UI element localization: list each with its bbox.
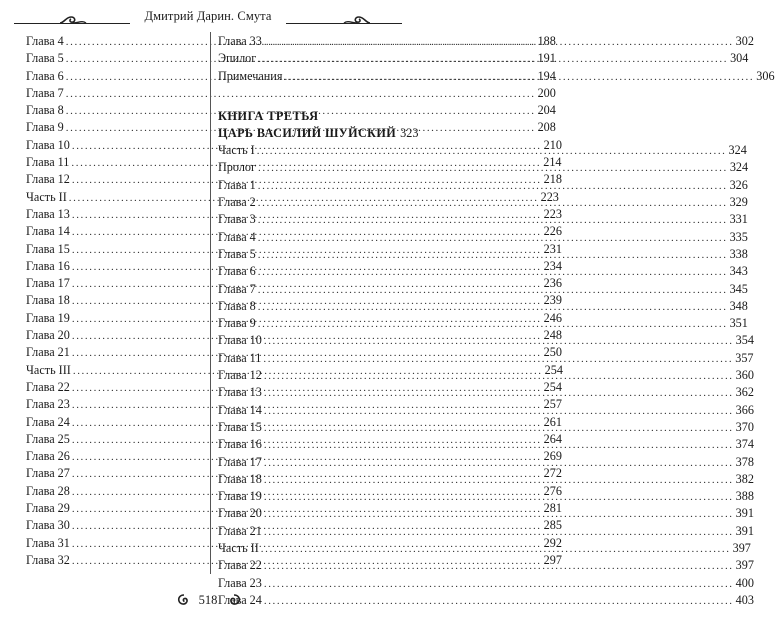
dot-leader <box>264 578 734 590</box>
dot-leader <box>258 162 728 174</box>
toc-entry-page: 329 <box>729 195 748 210</box>
toc-entry-page: 362 <box>735 385 754 400</box>
toc-entry-label: Глава 18 <box>26 293 70 308</box>
toc-entry-label: Глава 33 <box>218 34 262 48</box>
toc-entry <box>26 85 556 103</box>
toc-entry-page: 281 <box>543 501 562 516</box>
toc-entry-label: Глава 13 <box>218 385 262 400</box>
toc-entry-page: 269 <box>543 449 562 464</box>
toc-entry-label: Глава 1 <box>218 177 256 192</box>
toc-entry-page: 257 <box>543 397 562 412</box>
toc-entry-label: Глава 25 <box>26 431 70 446</box>
dot-leader <box>258 318 728 330</box>
toc-entry-label: Глава 20 <box>218 506 262 521</box>
toc-entry-page: 304 <box>730 51 749 66</box>
toc-entry-label: Глава 3 <box>218 212 256 227</box>
toc-entry-page: 343 <box>729 264 748 279</box>
toc-entry-label: Глава 23 <box>218 575 262 590</box>
toc-entry <box>26 172 562 189</box>
toc-entry-page: 397 <box>732 541 751 556</box>
toc-entry-label: Глава 7 <box>218 281 256 296</box>
toc-entry-label: Пролог <box>218 160 257 175</box>
toc-entry-label: Глава 16 <box>218 437 262 452</box>
toc-entry-page: 254 <box>544 362 563 377</box>
dot-leader <box>258 249 728 261</box>
toc-entry-page: 248 <box>543 328 562 343</box>
toc-entry-label: Глава 5 <box>26 51 64 66</box>
toc-entry-label: Глава 19 <box>26 310 70 325</box>
toc-entry-label: Глава 12 <box>218 368 262 383</box>
dot-leader <box>258 214 728 226</box>
toc-entry-page: 254 <box>543 379 562 394</box>
dot-leader <box>264 405 734 417</box>
toc-entry-page: 188 <box>537 34 556 48</box>
dot-leader <box>257 145 727 157</box>
toc-entry-page: 210 <box>543 137 562 152</box>
toc-entry-page: 223 <box>540 189 559 204</box>
toc-entry-page: 191 <box>537 51 556 66</box>
toc-entry-label: Глава 30 <box>26 518 70 533</box>
toc-entry-page: 285 <box>543 518 562 533</box>
toc-entry-label: Глава 9 <box>218 316 256 331</box>
toc-entry-page: 391 <box>735 506 754 521</box>
dot-leader <box>264 491 734 503</box>
toc-entry-label: Глава 23 <box>26 397 70 412</box>
toc-entry-page: 292 <box>543 535 562 550</box>
toc-entry-page: 348 <box>729 298 748 313</box>
toc-entry-page: 236 <box>543 276 562 291</box>
toc-entry-label: Часть II <box>26 189 67 204</box>
toc-entry-page: 276 <box>543 483 562 498</box>
toc-entry-page: 397 <box>735 558 754 573</box>
toc-entry-label: Глава 11 <box>26 155 70 170</box>
toc-entry-page: 324 <box>728 143 747 158</box>
book-title: Дмитрий Дарин. Смута <box>144 9 272 23</box>
toc-entry-label: ЦАРЬ ВАСИЛИЙ ШУЙСКИЙ <box>218 125 397 140</box>
toc-entry-label: Глава 20 <box>26 328 70 343</box>
toc-entry-label: Глава 13 <box>26 206 70 221</box>
toc-entry-label: Часть II <box>218 541 259 556</box>
toc-entry-label: Глава 14 <box>218 402 262 417</box>
dot-leader <box>264 387 734 399</box>
toc-entry-page: 345 <box>729 281 748 296</box>
toc-entry-label: Глава 28 <box>26 483 70 498</box>
dot-leader <box>258 266 728 278</box>
dot-leader <box>264 370 734 382</box>
section-gap <box>218 86 392 107</box>
toc-entry-page: 214 <box>543 155 562 170</box>
dot-leader <box>284 68 754 83</box>
toc-entry-label: Глава 21 <box>26 345 70 360</box>
toc-entry-label: Глава 7 <box>26 85 64 100</box>
toc-entry-label: Глава 26 <box>26 449 70 464</box>
toc-entry-label: Глава 29 <box>26 501 70 516</box>
toc-entry-label: Глава 11 <box>218 350 262 365</box>
toc-entry-page: 261 <box>543 414 562 429</box>
dot-leader <box>258 180 728 192</box>
book-heading: КНИГА ТРЕТЬЯ <box>218 108 319 123</box>
toc-entry-page: 223 <box>543 206 562 221</box>
toc-entry-page: 246 <box>543 310 562 325</box>
toc-entry-label: Глава 10 <box>218 333 262 348</box>
dot-leader <box>264 560 734 572</box>
toc-entry-page: 366 <box>735 402 754 417</box>
running-header <box>0 0 416 34</box>
toc-entry-label: Часть I <box>218 143 255 158</box>
column-divider <box>210 32 211 574</box>
toc-entry-page: 264 <box>543 431 562 446</box>
toc-entry-page: 323 <box>400 125 419 140</box>
toc-entry-page: 374 <box>735 437 754 452</box>
toc-entry-page: 297 <box>543 552 562 567</box>
toc-entry-label: Глава 15 <box>218 419 262 434</box>
dot-leader <box>258 301 728 313</box>
toc-entry-page: 338 <box>729 246 748 261</box>
toc-entry-label: Глава 31 <box>26 535 70 550</box>
toc-entry-page: 306 <box>756 68 775 83</box>
toc-entry-label: Примечания <box>218 68 283 83</box>
toc-entry-label: Глава 5 <box>218 246 256 261</box>
toc-entry-page: 200 <box>537 85 556 100</box>
toc-entry-label: Глава 19 <box>218 489 262 504</box>
toc-entry-label: Глава 24 <box>218 592 262 607</box>
toc-entry-label: Глава 24 <box>26 414 70 429</box>
dot-leader <box>258 284 728 296</box>
toc-entry-label: Глава 12 <box>26 172 70 187</box>
toc-entry-label: Глава 8 <box>218 298 256 313</box>
toc-entry-page: 204 <box>537 103 556 118</box>
toc-entry-label: Глава 6 <box>218 264 256 279</box>
toc-entry-page: 382 <box>735 471 754 486</box>
toc-entry-page: 403 <box>735 592 754 607</box>
toc-entry-page: 302 <box>735 34 754 48</box>
toc-entry-label: Глава 27 <box>26 466 70 481</box>
dot-leader <box>263 353 733 365</box>
dot-leader <box>264 457 734 469</box>
toc-entry-label: Глава 17 <box>218 454 262 469</box>
toc-entry-label: Глава 15 <box>26 241 70 256</box>
toc-entry-label: Глава 4 <box>26 34 64 48</box>
toc-entry-page: 272 <box>543 466 562 481</box>
scroll-flourish-icon <box>342 12 372 28</box>
page-number: 518 <box>198 593 218 607</box>
toc-entry-page: 378 <box>735 454 754 469</box>
dot-leader <box>264 439 734 451</box>
toc-entry-page: 335 <box>729 229 748 244</box>
toc-entry-page: 231 <box>543 241 562 256</box>
toc-entry-page: 370 <box>735 419 754 434</box>
toc-entry-label: Часть III <box>26 362 71 377</box>
toc-entry <box>218 125 419 143</box>
dot-leader <box>264 526 734 538</box>
dot-leader <box>258 197 728 209</box>
toc-entry-label: Глава 14 <box>26 224 70 239</box>
dot-leader <box>258 53 728 65</box>
toc-entry-label: Глава 4 <box>218 229 256 244</box>
toc-entry-page: 194 <box>537 68 556 83</box>
toc-entry-page: 250 <box>543 345 562 360</box>
toc-entry-label: Глава 16 <box>26 258 70 273</box>
dot-leader <box>258 232 728 244</box>
toc-entry-label: Глава 17 <box>26 276 70 291</box>
toc-entry-label: Глава 21 <box>218 523 262 538</box>
toc-entry-page: 324 <box>729 160 749 175</box>
toc-entry-label: Глава 18 <box>218 471 262 486</box>
toc-entry-page: 360 <box>735 368 754 383</box>
toc-entry-page: 391 <box>735 523 754 538</box>
toc-entry-label: Эпилог <box>218 51 257 66</box>
toc-entry-page: 239 <box>543 293 562 308</box>
toc-entry-page: 326 <box>729 177 748 192</box>
toc-entry-label: Глава 8 <box>26 103 64 118</box>
toc-entry-label: Глава 2 <box>218 195 256 210</box>
swirl-icon <box>226 592 242 608</box>
toc-entry-page: 357 <box>735 350 754 365</box>
dot-leader <box>264 422 734 434</box>
toc-entry-page: 351 <box>729 316 748 331</box>
toc-entry-page: 331 <box>729 212 748 227</box>
toc-entry-label: Глава 9 <box>26 120 64 135</box>
toc-entry-label: Глава 22 <box>218 558 262 573</box>
toc-entry-page: 234 <box>543 258 562 273</box>
dot-leader <box>264 508 734 520</box>
toc-entry-label: Глава 32 <box>26 552 70 567</box>
toc-entry-page: 208 <box>537 120 556 135</box>
toc-entry-page: 400 <box>735 575 754 590</box>
dot-leader <box>264 36 734 48</box>
dot-leader <box>261 543 731 555</box>
toc-entry-page: 388 <box>735 489 754 504</box>
header-rule-right <box>286 23 402 24</box>
toc-entry-label: Глава 6 <box>26 68 64 83</box>
toc-entry-page: 226 <box>543 224 562 239</box>
dot-leader <box>264 335 734 347</box>
toc-entry-page: 354 <box>735 333 754 348</box>
toc-entry-label: Глава 22 <box>26 379 70 394</box>
dot-leader <box>264 474 734 486</box>
toc-entry-page: 218 <box>543 172 562 187</box>
page-footer <box>0 590 416 614</box>
toc-entry-label: Глава 10 <box>26 137 70 152</box>
